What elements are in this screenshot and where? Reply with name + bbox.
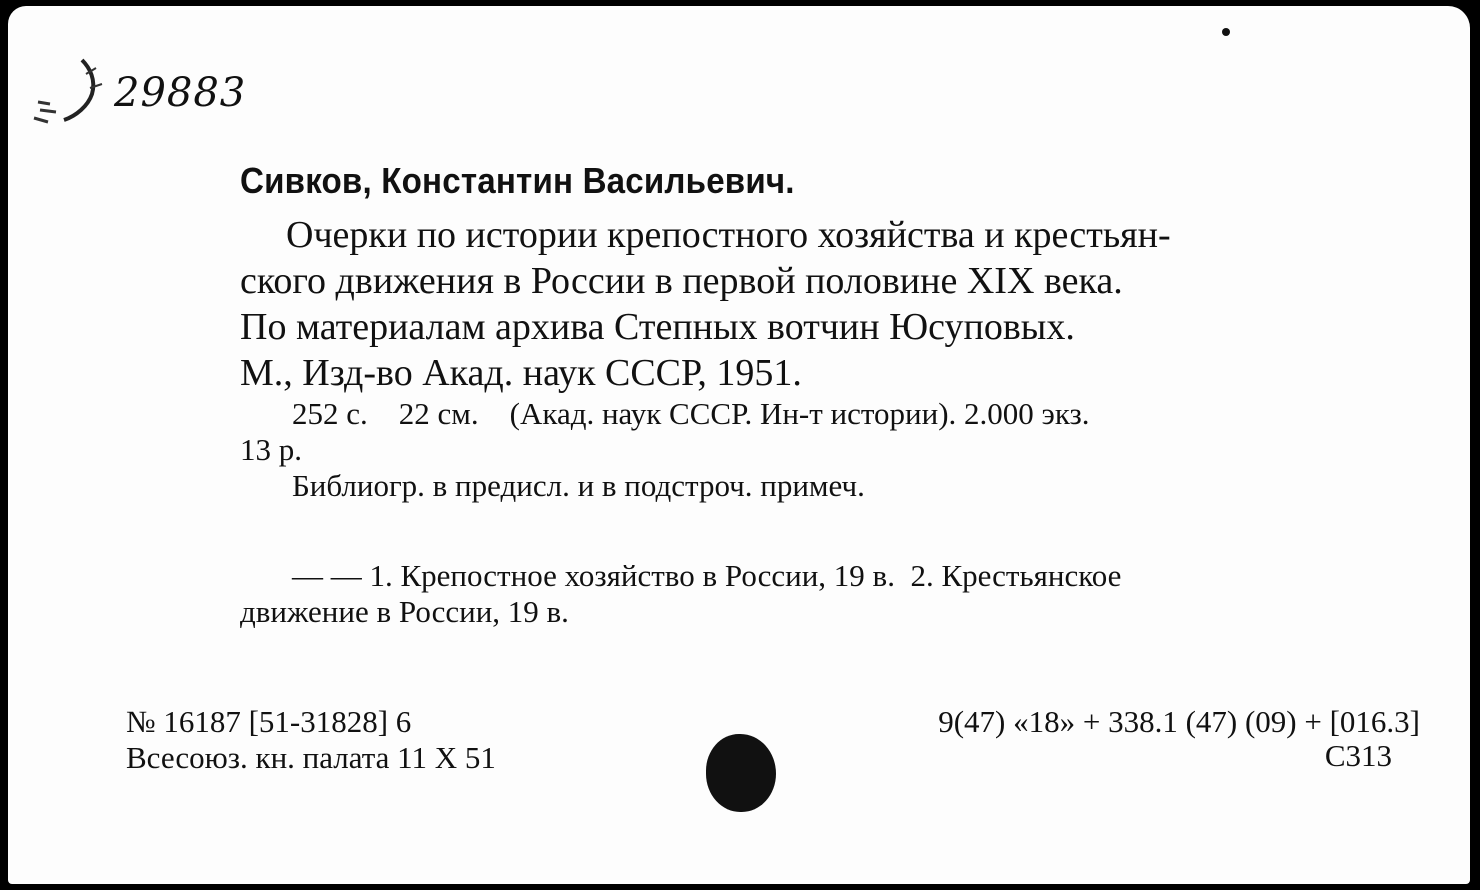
punch-hole <box>706 734 776 812</box>
price-line: 13 р. <box>240 432 302 467</box>
book-chamber-line: Всесоюз. кн. палата 11 X 51 <box>126 740 496 775</box>
author-code: С313 <box>1324 738 1392 773</box>
catalog-card <box>8 6 1470 884</box>
bibliography-note: Библиогр. в предисл. и в подстроч. примеч. <box>292 468 865 503</box>
title-line: М., Изд-во Акад. наук СССР, 1951. <box>240 352 802 394</box>
ink-dot <box>1222 28 1230 36</box>
accession-number: 29883 <box>114 70 247 116</box>
subject-headings-line: движение в России, 19 в. <box>240 594 569 629</box>
title-block <box>240 212 1420 396</box>
title-line: ского движения в России в первой половине XIX века. <box>240 260 1123 302</box>
title-line: По материалам архива Степных вотчин Юсуповых. <box>240 306 1075 348</box>
classification-index: 9(47) «18» + 338.1 (47) (09) + [016.3] <box>938 704 1420 739</box>
subject-headings-line: — — 1. Крепостное хозяйство в России, 19 в. 2. Крестьянское <box>292 558 1122 593</box>
author-heading: Сивков, Константин Васильевич. <box>240 160 795 201</box>
title-line: Очерки по истории крепостного хозяйства и крестьян- <box>286 214 1171 256</box>
collation-line: 252 с. 22 см. (Акад. наук СССР. Ин-т истории). 2.000 экз. <box>292 396 1090 431</box>
ink-stamp-mark <box>30 54 110 134</box>
record-number: № 16187 [51-31828] 6 <box>126 704 412 739</box>
